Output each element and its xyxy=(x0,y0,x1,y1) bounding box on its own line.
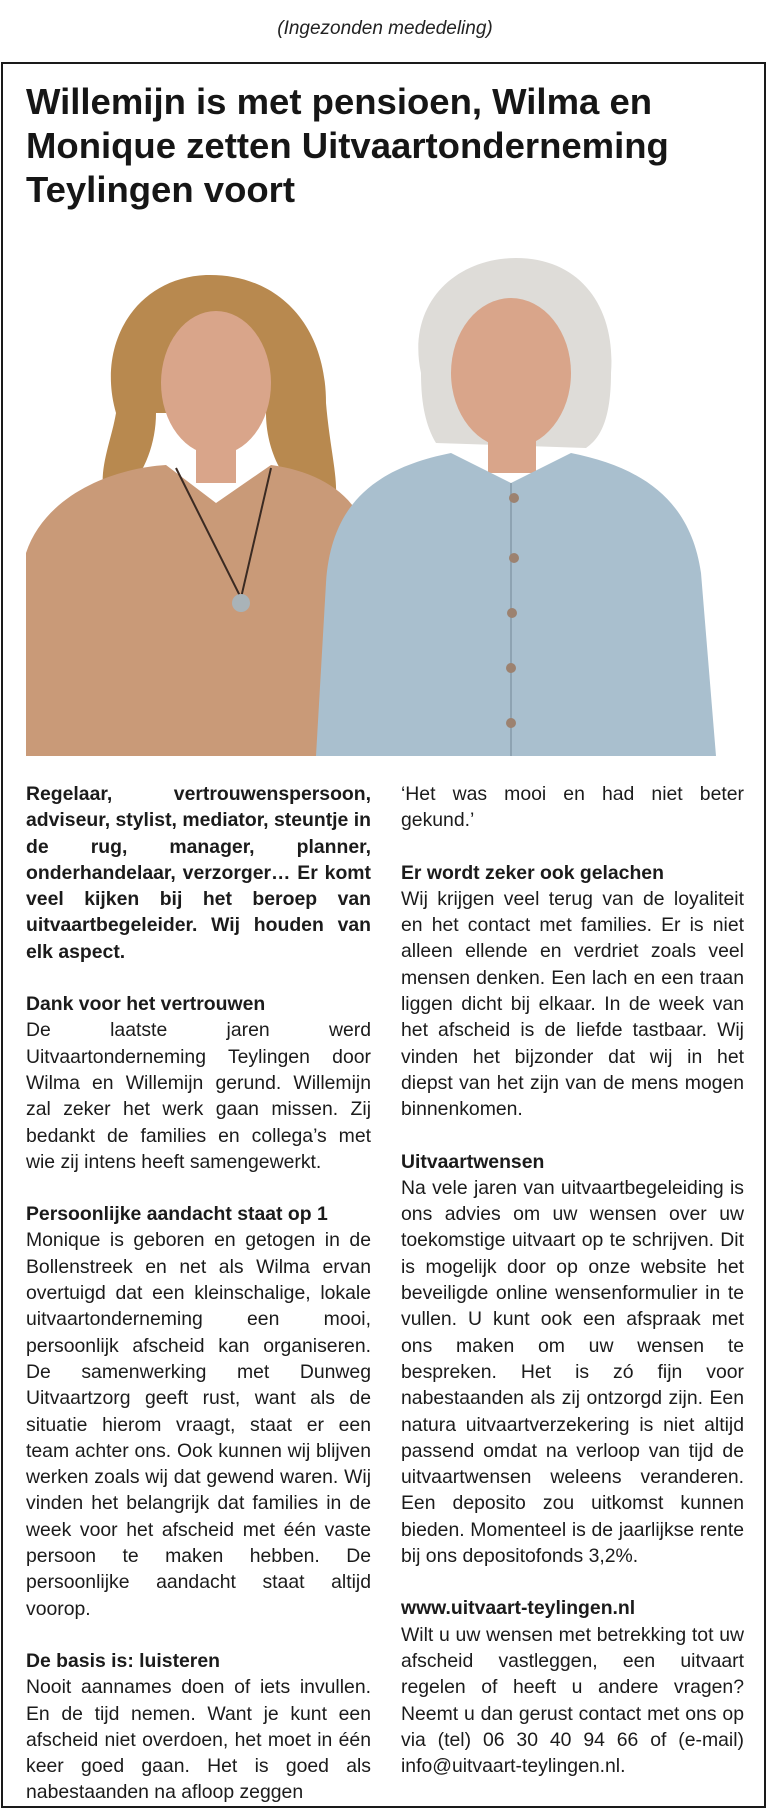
section-heading: Persoonlijke aandacht staat op 1 xyxy=(26,1203,328,1226)
section-persoonlijke-aandacht xyxy=(26,1201,371,1622)
portrait-photo xyxy=(26,253,744,756)
article-column-left xyxy=(26,781,371,1806)
section-body: De laatste jaren werd Uitvaartonderneming Teylingen door Wilma en Willemijn gerund. Willemijn zal zeker het werk gaan missen. Zij bedankt de families en collega’s met wie zij intens heeft samengewerkt. xyxy=(26,1019,371,1173)
section-heading: Er wordt zeker ook gelachen xyxy=(401,861,664,884)
quote-continuation: ‘Het was mooi en had niet beter gekund.’ xyxy=(401,783,744,832)
section-body: Wij krijgen veel terug van de loyaliteit en het contact met families. Er is niet alleen ellende en verdriet zoals veel mensen denken. Een lach en een traan liggen dicht bij elkaar. In de week van het afscheid is de liefde tastbaar. Wij vinden het bijzonder dat wij in het diepst van het zijn van de mens mogen binnenkomen. xyxy=(401,887,744,1121)
headline: Willemijn is met pensioen, Wilma en Monique zetten Uitvaartonderneming Teylingen voort xyxy=(26,81,669,210)
kicker: (Ingezonden mededeling) xyxy=(277,18,493,39)
section-heading: Uitvaartwensen xyxy=(401,1150,545,1173)
website-link[interactable]: www.uitvaart-teylingen.nl xyxy=(401,1597,636,1620)
lead-paragraph: Regelaar, vertrouwenspersoon, adviseur, stylist, mediator, steuntje in de rug, manager, planner, onderhandelaar, verzorger… Er komt veel kijken bij het beroep van uitvaartbegeleider. Wij houden van elk aspect. xyxy=(26,783,371,963)
section-uitvaartwensen xyxy=(401,1149,744,1570)
section-body: Wilt u uw wensen met betrekking tot uw afscheid vastleggen, een uitvaart regelen of heeft u andere vragen? Neemt u dan gerust contact met ons op via (tel) 06 30 40 94 66 of (e-mail) info@uitvaart-teylingen.nl. xyxy=(401,1623,744,1778)
section-body: Nooit aannames doen of iets invullen. En de tijd nemen. Want je kunt een afscheid niet overdoen, het moet in één keer goed gaan. Het is goed als nabestaanden na afloop zeggen xyxy=(26,1676,371,1804)
section-body: Monique is geboren en getogen in de Bollenstreek en net als Wilma ervan overtuigd dat een kleinschalige, lokale uitvaartonderneming een mooi, persoonlijk afscheid kan organiseren. De samenwerking met Dunweg Uitvaartzorg geeft rust, want als de situatie hierom vraagt, staat er een team achter ons. Ook kunnen wij blijven werken zoals wij dat gewend waren. Wij vinden het belangrijk dat families in de week voor het afscheid met één vaste persoon te maken hebben. De persoonlijke aandacht staat altijd voorop. xyxy=(26,1229,371,1620)
section-gelachen xyxy=(401,860,744,1123)
article-column-right xyxy=(401,781,744,1779)
section-body: Na vele jaren van uitvaartbegeleiding is ons advies om uw wensen over uw toekomstige uitvaart op te schrijven. Dit is mogelijk door op onze website het beveiligde online wensenformulier in te vullen. U kunt ook een afspraak met ons maken om uw wensen te bespreken. Het is zó fijn voor nabestaanden als zij ontzorgd zijn. Een natura uitvaartverzekering is niet altijd passend omdat na verloop van tijd de uitvaartwensen weleens veranderen. Een deposito zou uitkomst kunnen bieden. Momenteel is de jaarlijkse rente bij ons depositofonds 3,2%. xyxy=(401,1176,744,1568)
section-dank xyxy=(26,991,371,1175)
section-contact xyxy=(401,1595,744,1779)
section-heading: Dank voor het vertrouwen xyxy=(26,993,266,1016)
section-heading: De basis is: luisteren xyxy=(26,1649,220,1672)
section-luisteren xyxy=(26,1648,371,1806)
